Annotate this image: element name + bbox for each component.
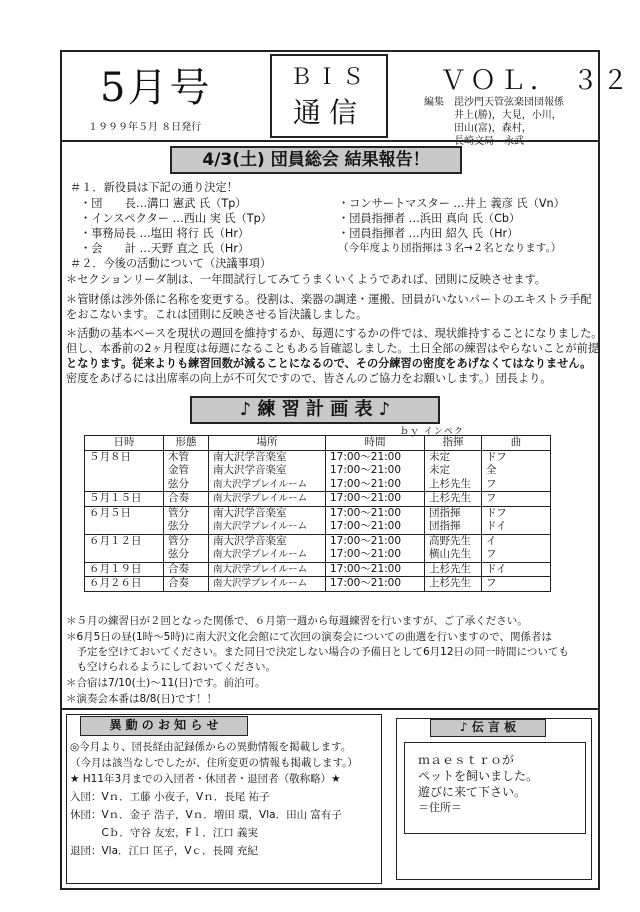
cell-line: 南大沢学プレイルーム [213,493,308,504]
piece-cell [482,450,551,492]
cell-line: 南大沢学プレイルーム [213,478,308,490]
cell-line: 高野先生 [429,534,471,547]
issue-date: １９９９年５月 ８日発行 [88,122,202,133]
cell-line: 全 [486,464,497,476]
schedule-note: ＊6月5日の昼(1時～5時)に南大沢文化会館にて次回の演奏会についての曲選を行いますので、関係者は [66,631,552,643]
newsletter-logo [270,54,388,138]
conductor-cell [425,492,482,507]
meeting-note: となります。従来よりも練習回数が減ることになるので、その分練習の密度をあげなくてはなりません。 [66,357,592,370]
date-cell: ６月１２日 [85,534,164,562]
personnel-line: Cｂ．守谷 友宏，Fｌ．江口 義実 [70,827,259,839]
form-cell [164,577,209,592]
cell-line: ドイ [486,562,507,575]
cell-line: 17:00～21:00 [330,464,402,476]
cell-line: 合奏 [168,492,189,504]
personnel-line: （今月は該当なしでしたが、住所変更の情報も掲載します。） [70,757,358,769]
meeting-note: 密度をあげるには出席率の向上が不可欠ですので、皆さんのご協力をお願いします。）団長より。 [66,372,552,385]
cell-line: 弦分 [168,520,189,532]
meeting-item-2: ＃２．今後の活動について（決議事項） [70,257,272,270]
cell-line: 17:00～21:00 [330,477,402,490]
table-row [85,562,551,577]
cell-line: 管分 [168,506,189,519]
conductor-cell [425,534,482,562]
cell-line: 弦分 [168,477,189,490]
logo-line-2: 通信 [292,96,365,129]
cell-line: 南大沢学プレイルーム [213,578,308,589]
cell-line: 南大沢学音楽室 [213,534,287,547]
personnel-changes-banner: 異 動 の お 知 ら せ [80,716,248,736]
cell-line: 17:00～21:00 [330,562,402,575]
meeting-note: をおこないます。これは団則に反映させる旨決議しました。 [66,308,368,321]
column-header: 曲 [482,436,551,451]
form-cell [164,562,209,577]
date-cell: ５月１５日 [85,492,164,507]
cell-line: 17:00～21:00 [330,577,402,589]
role-left: ・事務局長 …塩田 将行 氏（Hr） [80,227,250,240]
meeting-note: ＊活動の基本ベースを現状の週回を維持するか、毎週にするかの件では、現状維持することになりました。 [66,327,603,340]
meeting-note: 但し、本番前の2ヶ月程度は毎週になることもある旨確認しました。土日全部の練習はやらないことが前提 [66,342,599,355]
column-header: 形態 [164,436,209,451]
logo-line-1: ＢＩＳ [289,65,368,90]
cell-line: 合奏 [168,562,189,575]
editor-credit: 編集 毘沙門天管弦楽団団報係 井上(勝)，大見，小川， 田山(富)，森村， [424,97,564,134]
piece-cell [482,492,551,507]
personnel-line: ◎今月より、団長経由記録係からの異動情報を掲載します。 [70,741,352,753]
header-divider [60,140,600,142]
conductor-cell [425,450,482,492]
place-cell [209,577,326,592]
role-note: （今年度より団指揮は３名→２名となります。） [338,242,562,254]
place-cell [209,562,326,577]
cell-line: 団指揮 [429,506,461,519]
piece-cell [482,506,551,534]
table-row [85,534,551,562]
role-left: ・団 長…溝口 憲武 氏（Tp） [80,197,247,210]
conductor-cell [425,506,482,534]
place-cell [209,506,326,534]
place-cell [209,492,326,507]
place-cell [209,450,326,492]
cell-line: フ [486,492,497,504]
message-line: ＝住所＝ [418,801,462,814]
cell-line: 南大沢学音楽室 [213,464,287,476]
table-header-row [85,436,551,451]
message-line: 遊びに来て下さい。 [418,785,527,799]
form-cell [164,492,209,507]
meeting-item-1: ＃１．新役員は下記の通り決定！ [70,181,238,194]
place-cell [209,534,326,562]
form-cell [164,506,209,534]
role-right: ・コンサートマスター …井上 義彦 氏（Vn） [338,197,565,210]
cell-line: 南大沢学音楽室 [213,506,287,519]
personnel-line: 入団：Vｎ．工藤 小夜子，Vｎ．長尾 祐子 [70,791,270,803]
cell-line: 南大沢学プレイルーム [213,521,308,532]
cell-line: 横山先生 [429,548,471,560]
conductor-cell [425,562,482,577]
schedule-note: ＊５月の練習日が２回となった関係で、６月第一週から毎週練習を行いますが、ご了承ください。 [66,615,528,627]
bottom-divider [60,708,600,710]
issue-title: 5月号 [100,65,212,111]
form-cell [164,534,209,562]
cell-line: 合奏 [168,577,189,589]
schedule-banner: ♪ 練 習 計 画 表 ♪ [190,396,440,424]
schedule-note: ＊演奏会本番は8/8(日)です！！ [66,693,218,705]
column-header: 場所 [209,436,326,451]
cell-line: 弦分 [168,548,189,560]
table-row [85,492,551,507]
cell-line: 上杉先生 [429,562,471,575]
cell-line: ドフ [486,450,507,463]
personnel-line: ★ H11年3月までの入団者・休団者・退団者（敬称略）★ [70,773,341,785]
cell-line: 未定 [429,450,450,463]
practice-schedule-table [84,435,551,592]
cell-line: ドフ [486,506,507,519]
cell-line: 17:00～21:00 [330,534,402,547]
table-row [85,450,551,492]
cell-line: イ [486,534,497,547]
personnel-line: 退団：Vla．江口 匡子，Vｃ．長岡 充紀 [70,845,258,857]
cell-line: 南大沢学プレイルーム [213,563,308,575]
cell-line: ドイ [486,520,507,532]
schedule-note: 予定を空けておいてください。また同日で決定しない場合の予備日として6月12日の同一時間についても [66,646,569,658]
cell-line: 南大沢学音楽室 [213,450,287,463]
volume-number: ＶＯＬ． ３２ [440,66,633,96]
cell-line: 管分 [168,534,189,547]
date-cell: ６月５日 [85,506,164,534]
cell-line: 未定 [429,464,450,476]
time-cell [326,562,425,577]
cell-line: 17:00～21:00 [330,548,402,560]
cell-line: フ [486,577,497,589]
piece-cell [482,534,551,562]
cell-line: 17:00～21:00 [330,450,402,463]
cell-line: 17:00～21:00 [330,520,402,532]
time-cell [326,506,425,534]
message-board-banner: ♪ 伝 言 板 [430,719,546,737]
role-left: ・会 計 …天野 直之 氏（Hr） [80,242,250,255]
meeting-note: ＊セクションリーダ制は、一年間試行してみてうまくいくようであれば、団則に反映させます。 [66,273,546,286]
meeting-note: ＊管財係は渉外係に名称を変更する。役割は、楽器の調達・運搬、団員がいないパートのエキストラ手配 [66,293,592,306]
time-cell [326,534,425,562]
piece-cell [482,562,551,577]
cell-line: 南大沢学プレイルーム [213,549,308,560]
schedule-note: も空けられるようにしておいてください。 [66,661,276,673]
time-cell [326,450,425,492]
cell-line: 上杉先生 [429,577,471,589]
form-cell [164,450,209,492]
role-left: ・インスペクター …西山 実 氏（Tp） [80,212,272,225]
date-cell: ５月８日 [85,450,164,492]
piece-cell [482,577,551,592]
cell-line: 木管 [168,450,189,463]
cell-line: 団指揮 [429,520,461,532]
schedule-note: ＊合宿は7/10(土)～11(日)です。前泊可。 [66,677,266,689]
cell-line: フ [486,548,497,560]
schedule-credit: ｂｙ インペク [400,427,464,437]
role-right: ・団員指揮者 …浜田 真向 氏（Cb） [338,212,521,225]
column-header: 日時 [85,436,164,451]
personnel-line: 休団：Vｎ．金子 浩子，Vｎ．増田 環，Vla．田山 富有子 [70,809,342,821]
table-row [85,577,551,592]
cell-line: 上杉先生 [429,492,471,504]
cell-line: 17:00～21:00 [330,506,402,519]
cell-line: 上杉先生 [429,477,471,490]
date-cell: ６月１９日 [85,562,164,577]
message-line: ペットを飼いました。 [418,769,539,783]
meeting-banner: 4/3(土) 団員総会 結果報告！ [170,146,462,174]
conductor-cell [425,577,482,592]
date-cell: ６月２６日 [85,577,164,592]
table-row [85,506,551,534]
cell-line: フ [486,477,497,490]
cell-line: 金管 [168,464,189,476]
column-header: 時間 [326,436,425,451]
cell-line: 17:00～21:00 [330,492,402,504]
role-right: ・団員指揮者 …内田 紹久 氏（Hr） [338,227,519,240]
time-cell [326,577,425,592]
message-line: ｍａｅｓｔｒｏが [418,753,515,767]
time-cell [326,492,425,507]
column-header: 指揮 [425,436,482,451]
